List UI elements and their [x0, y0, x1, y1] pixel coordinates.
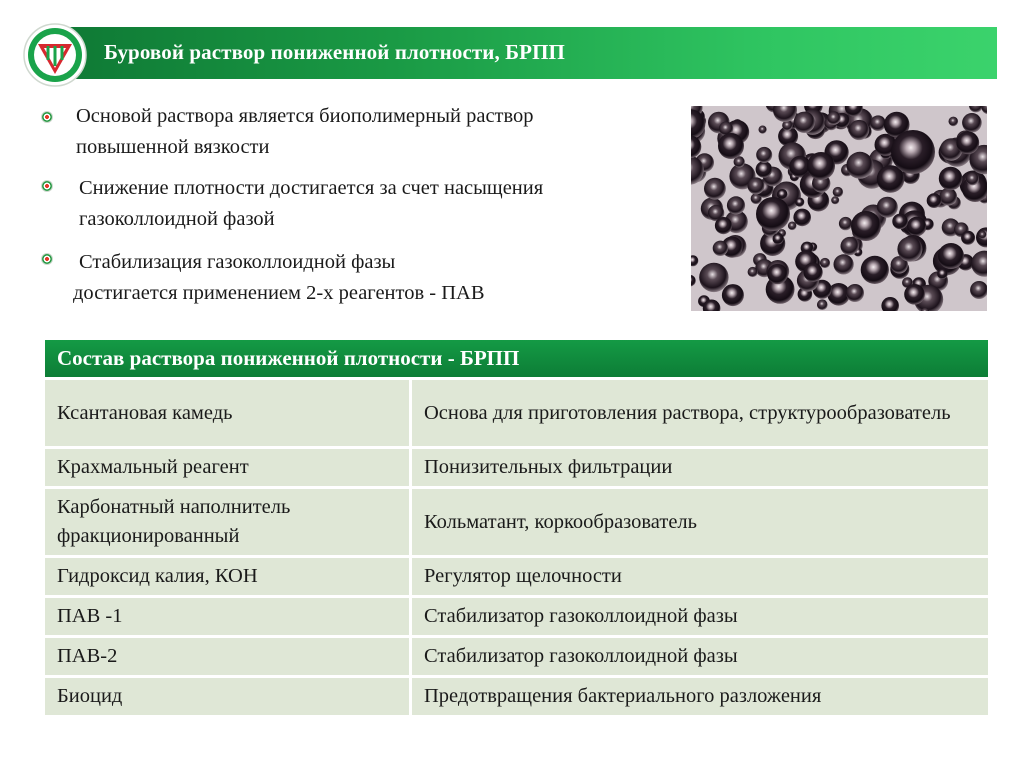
- composition-table: [45, 337, 988, 718]
- purpose-cell: Понизительных фильтрации: [412, 449, 988, 486]
- component-cell: Биоцид: [45, 678, 412, 715]
- component-cell: ПАВ -1: [45, 598, 412, 635]
- purpose-cell: Предотвращения бактериального разложения: [412, 678, 988, 715]
- bullet-line: Основой раствора является биополимерный раствор: [76, 105, 534, 127]
- component-cell: Карбонатный наполнитель фракционированный: [45, 489, 412, 555]
- component-cell: Ксантановая камедь: [45, 380, 412, 446]
- component-cell: ПАВ-2: [45, 638, 412, 675]
- purpose-cell: Основа для приготовления раствора, структурообразователь: [412, 380, 988, 446]
- slide-title: Буровой раствор пониженной плотности, БРПП: [104, 40, 565, 64]
- component-cell: Гидроксид калия, КОН: [45, 558, 412, 595]
- bullet-marker-icon: [42, 181, 52, 191]
- purpose-cell: Кольматант, коркообразователь: [412, 489, 988, 555]
- bullet-line: газоколлоидной фазой: [79, 208, 275, 230]
- table-row: [45, 558, 988, 595]
- table-row: [45, 598, 988, 635]
- table-row: [45, 380, 988, 446]
- gas-bubbles-photo: [691, 106, 987, 311]
- bullet-marker-icon: [42, 254, 52, 264]
- purpose-cell: Регулятор щелочности: [412, 558, 988, 595]
- table-row: [45, 489, 988, 555]
- purpose-cell: Стабилизатор газоколлоидной фазы: [412, 598, 988, 635]
- bullet-line: Снижение плотности достигается за счет насыщения: [79, 177, 544, 199]
- table-row: [45, 678, 988, 715]
- table-row: [45, 638, 988, 675]
- purpose-cell: Стабилизатор газоколлоидной фазы: [412, 638, 988, 675]
- company-logo-icon: [22, 22, 88, 88]
- bullet-line: Стабилизация газоколлоидной фазы: [79, 251, 396, 273]
- bullet-line: достигается применением 2-х реагентов - ПАВ: [73, 282, 485, 304]
- bullet-marker-icon: [42, 112, 52, 122]
- component-cell: Крахмальный реагент: [45, 449, 412, 486]
- table-header: Состав раствора пониженной плотности - БРПП: [45, 340, 988, 377]
- bullet-line: повышенной вязкости: [76, 136, 270, 158]
- table-row: [45, 449, 988, 486]
